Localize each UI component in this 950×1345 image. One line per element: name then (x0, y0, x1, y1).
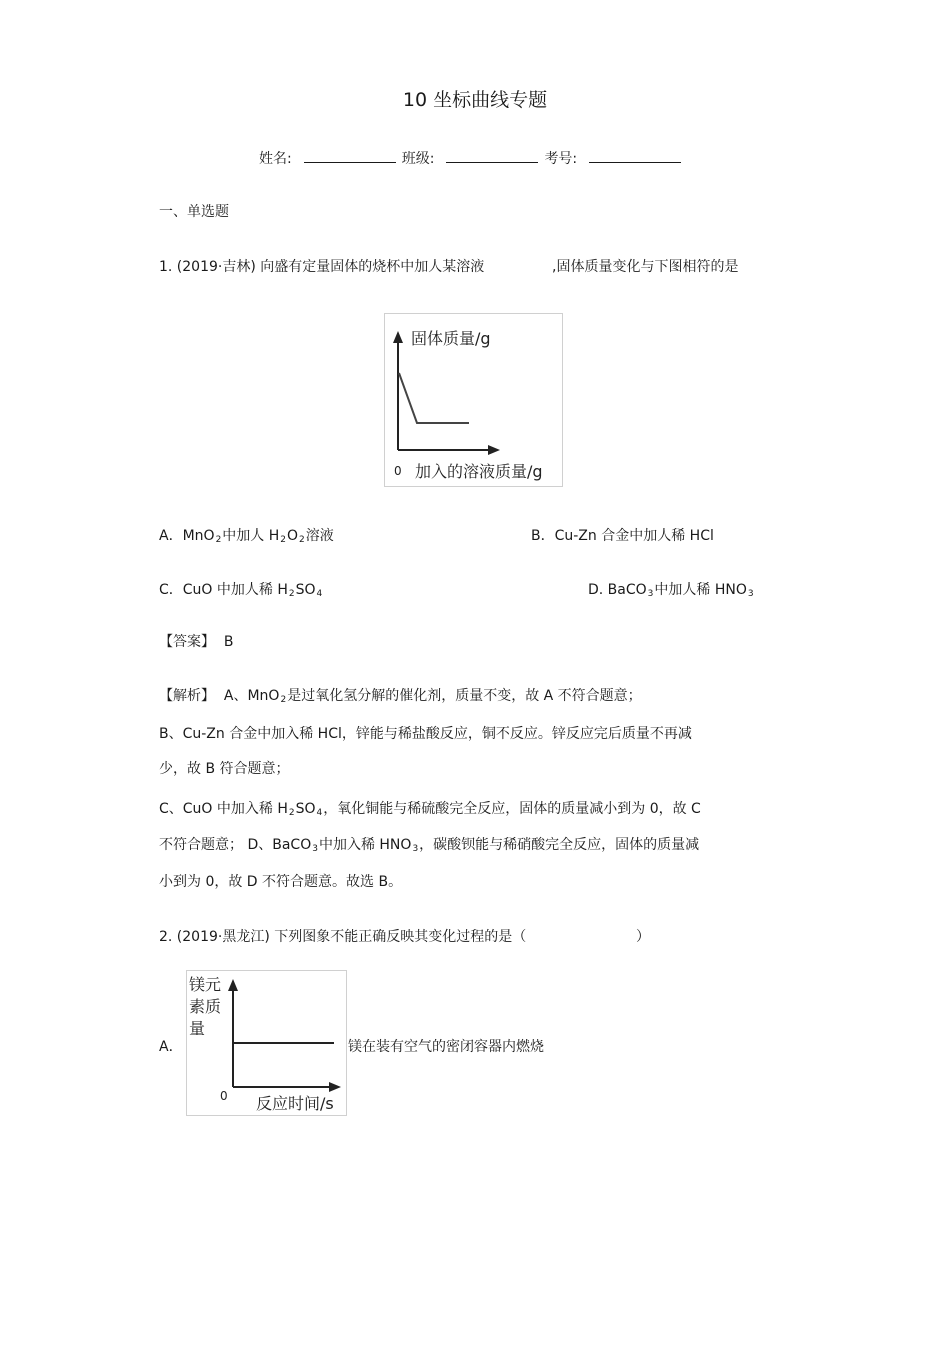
analysis-line-3: 少，故 B 符合题意； (159, 761, 290, 777)
mass-curve (399, 373, 469, 423)
class-label: 班级: (401, 151, 435, 167)
analysis-line-6: 小到为 0，故 D 不符合题意。故选 B。 (159, 874, 403, 890)
x-axis-label: 反应时间/s (256, 1094, 334, 1113)
q1-stem-tail: ,固体质量变化与下图相符的是 (552, 259, 739, 275)
analysis-line-2: B、Cu-Zn 合金中加入稀 HCl，锌能与稀盐酸反应，铜不反应。锌反应完后质量不再减 (159, 726, 692, 742)
analysis-label: 【解析】 (159, 688, 215, 704)
q1-option-b[interactable]: B．Cu-Zn 合金中加人稀 HCl (531, 528, 714, 544)
q2-graph (186, 970, 347, 1116)
q2-option-a-text: 镁在装有空气的密闭容器内燃烧 (348, 1039, 544, 1055)
q1-option-c[interactable]: C．CuO 中加人稀 $H_2SO_4$ (159, 582, 323, 599)
exam-blank[interactable] (589, 150, 681, 163)
x-axis-arrow-icon (488, 445, 500, 455)
name-blank[interactable] (304, 150, 396, 163)
analysis-line-1: 【解析】 A、MnO$_2$是过氧化氢分解的催化剂，质量不变，故 A 不符合题意； (159, 688, 642, 705)
student-info (259, 148, 687, 168)
y-axis-label-3: 量 (189, 1019, 206, 1038)
answer-value: B (223, 634, 234, 650)
y-axis-label-2: 素质 (189, 997, 222, 1016)
q1-stem: 1. (2019·吉林) 向盛有定量固体的烧杯中加人某溶液 (159, 259, 485, 275)
x-axis-arrow-icon (329, 1082, 341, 1092)
answer-label: 【答案】 (159, 634, 215, 650)
y-axis-label: 固体质量/g (411, 329, 491, 348)
q1-option-a[interactable]: A．MnO$_2$中加人 $H_2O_2$溶液 (159, 528, 334, 545)
q2-option-a-label[interactable]: A． (159, 1039, 183, 1055)
class-blank[interactable] (446, 150, 538, 163)
q2-stem: 2. (2019·黑龙江) 下列图象不能正确反映其变化过程的是（ (159, 929, 527, 945)
origin-label: 0 (394, 464, 402, 478)
analysis-line-4: C、CuO 中加入稀 $H_2SO_4$，氧化铜能与稀硫酸完全反应，固体的质量减小到为 0，故 C (159, 801, 701, 818)
q1-figure (384, 313, 563, 487)
q1-option-d[interactable]: D. BaCO$_3$中加人稀 $HNO_3$ (588, 582, 754, 599)
analysis-line-5: 不符合题意； D、BaCO$_3$中加入稀 $HNO_3$，碳酸钡能与稀硝酸完全反应，固体的质量减 (159, 837, 700, 854)
x-axis-label: 加入的溶液质量/g (415, 462, 543, 481)
q2-stem-close: ） (636, 929, 650, 945)
y-axis-arrow-icon (228, 979, 238, 991)
q1-graph (384, 313, 563, 487)
exam-label: 考号: (544, 151, 578, 167)
section-heading: 一、单选题 (159, 204, 229, 220)
origin-label: 0 (220, 1089, 228, 1103)
page-title: 10 坐标曲线专题 (402, 89, 548, 111)
name-label: 姓名: (259, 151, 292, 167)
y-axis-label-1: 镁元 (189, 975, 222, 994)
q2-figure (186, 970, 347, 1116)
y-axis-arrow-icon (393, 331, 403, 343)
q1-answer (159, 633, 234, 651)
